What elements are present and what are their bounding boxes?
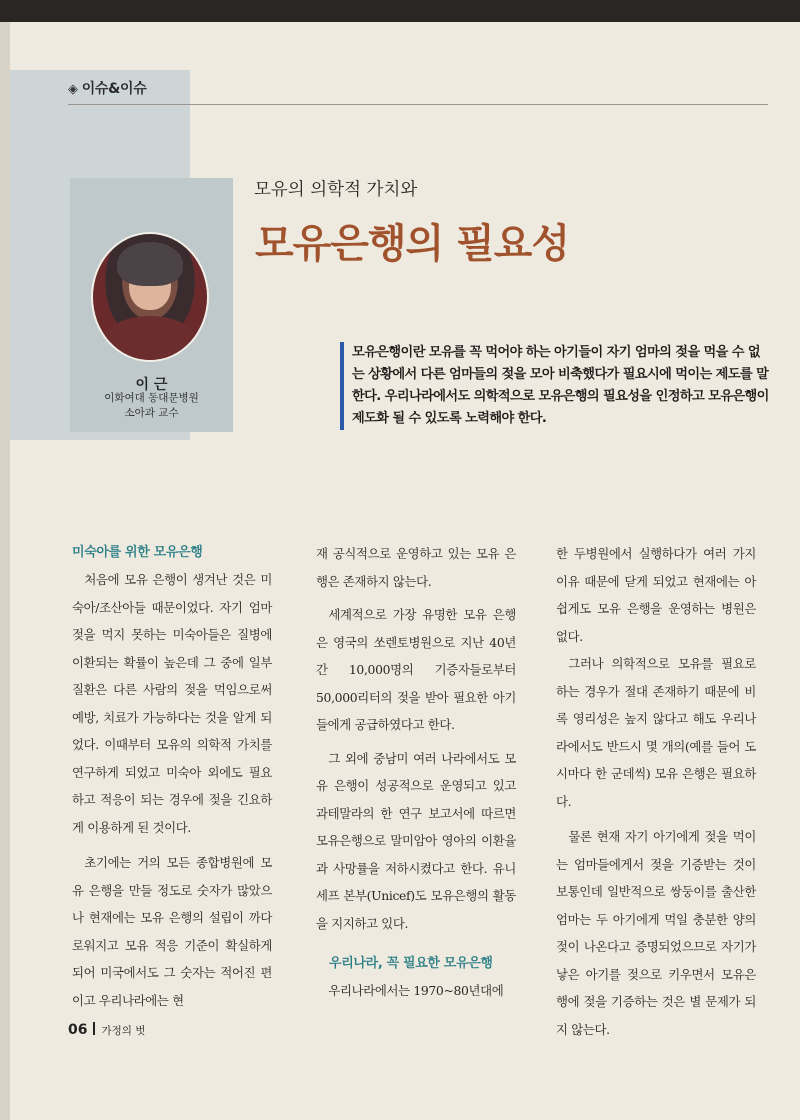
subheading-premature: 미숙아를 위한 모유은행 [72,545,203,560]
article-lead: 모유은행이란 모유를 꼭 먹어야 하는 아기들이 자기 엄마의 젖을 먹을 수 없는 상황에서 다른 엄마들의 젖을 모아 비축했다가 필요시에 먹이는 제도를 말한다. 우리나라에서도 의학적으로 모유은행의 필요성을 인정하고 모유은행이 제도화 될 수 있도록 노력해야 한다. [340,342,772,430]
paragraph: 초기에는 거의 모든 종합병원에 모유 은행을 만들 정도로 숫자가 많았으나 현재에는 모유 은행의 설립이 까다로워지고 모유 적응 기준이 확실하게 되어 미국에서도 그 숫자는 적어진 편이고 우리나라에는 현 [72,855,272,1008]
paragraph: 그러나 의학적으로 모유를 필요로 하는 경우가 절대 존재하기 때문에 비록 영리성은 높지 않다고 해도 우리나라에서도 반드시 몇 개의(예를 들어 도시마다 한 군데씩) 모유 은행은 필요하다. [556,656,756,809]
author-affiliation-line2: 소아과 교수 [124,407,179,419]
author-portrait [93,234,207,360]
paragraph: 세계적으로 가장 유명한 모유 은행은 영국의 쏘렌토병원으로 지난 40년간 10,000명의 기증자들로부터 50,000리터의 젖을 받아 필요한 아기들에게 공급하였다고 한다. [316,607,516,732]
page-footer [68,1022,145,1038]
subheading-korea: 우리나라, 꼭 필요한 모유은행 [329,956,493,971]
author-affiliation [70,391,233,421]
article-kicker: 모유의 의학적 가치와 [254,180,418,200]
section-label [68,78,147,98]
publication-name: 가정의 벗 [101,1025,146,1037]
paragraph: 한 두병원에서 실행하다가 여러 가지 이유 때문에 닫게 되었고 현재에는 아쉽게도 모유 은행을 운영하는 병원은 없다. [556,546,756,644]
author-affiliation-line1: 이화여대 동대문병원 [104,392,199,404]
section-label-text: 이슈&이슈 [81,81,147,97]
section-divider [68,104,768,105]
author-name: 이 근 [135,377,168,393]
paragraph: 재 공식적으로 운영하고 있는 모유 은행은 존재하지 않는다. [316,546,516,589]
paragraph: 처음에 모유 은행이 생겨난 것은 미숙아/조산아들 때문이었다. 자기 엄마 젖을 먹지 못하는 미숙아들은 질병에 이환되는 확률이 높은데 그 중에 일부 질환은 다른 사람의 젖을 먹임으로써 예방, 치료가 가능하다는 것을 알게 되었다. 이때부터 모유의 의학적 가치를 연구하게 되었고 미숙아 외에도 필요하고 적응이 되는 경우에 젖을 긴요하게 이용하게 된 것이다. [72,572,272,835]
paragraph: 물론 현재 자기 아기에게 젖을 먹이는 엄마들에게서 젖을 기증받는 것이 보통인데 일반적으로 쌍둥이를 출산한 엄마는 두 아기에게 먹일 충분한 양의 젖이 나온다고 증명되었으므로 자기가 낳은 아기를 젖으로 키우면서 모유은행에 젖을 기증하는 것은 별 문제가 되지 않는다. [556,829,756,1037]
page-number: 06 [68,1022,88,1038]
diamond-icon: ◈ [68,82,78,97]
article-title: 모유은행의 필요성 [255,220,570,267]
footer-divider [93,1022,95,1035]
text-column-1 [72,540,272,1014]
paragraph: 우리나라에서는 1970~80년대에 [328,983,504,998]
page-left-edge [0,22,10,1120]
text-column-2 [316,540,516,1005]
text-column-3 [556,540,756,1043]
paragraph: 그 외에 중남미 여러 나라에서도 모유 은행이 성공적으로 운영되고 있고 과테말라의 한 연구 보고서에 따르면 모유은행으로 말미암아 영아의 이환율과 사망률을 저하시켰다고 한다. 유니세프 본부(Unicef)도 모유은행의 활동을 지지하고 있다. [316,750,516,931]
page-top-edge [0,0,800,22]
